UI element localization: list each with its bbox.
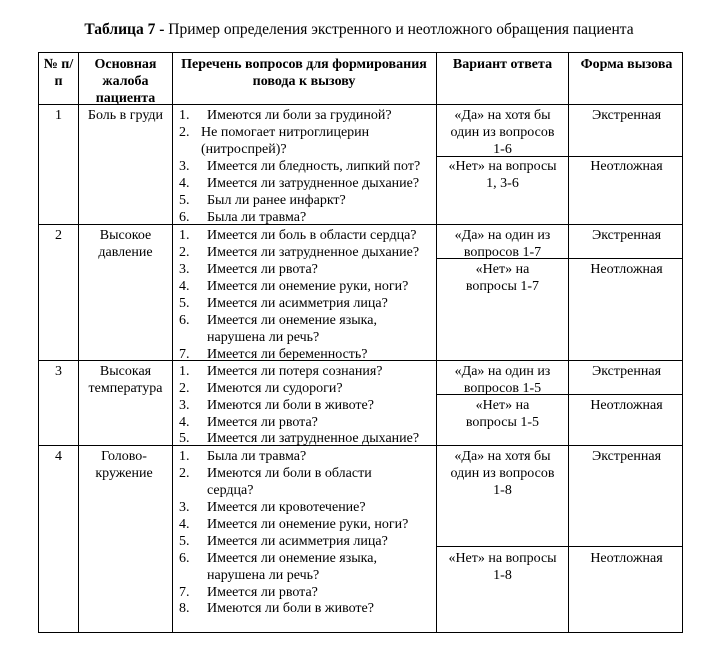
question-number: 2. bbox=[179, 245, 190, 260]
question-text: Имеется ли рвота? bbox=[207, 415, 318, 430]
question-text: Имеется ли онемение руки, ноги? bbox=[207, 279, 409, 294]
question-text: Имеется ли затрудненное дыхание? bbox=[207, 431, 420, 446]
question-number: 4. bbox=[179, 279, 190, 294]
question-number: 1. bbox=[179, 108, 190, 123]
form-emergency: Экстренная bbox=[591, 108, 662, 123]
form-urgent: Неотложная bbox=[590, 398, 663, 413]
caption-label: Таблица 7 - bbox=[84, 21, 165, 38]
question-number: 6. bbox=[179, 551, 190, 566]
row-complaint: Высокая температура bbox=[88, 364, 163, 396]
question-text: Имеется ли онемение руки, ноги? bbox=[207, 517, 409, 532]
row-complaint: Высокое давление bbox=[98, 228, 153, 260]
answer-divider bbox=[436, 546, 682, 547]
column-divider bbox=[78, 53, 79, 632]
question-text: Имеется ли бледность, липкий пот? bbox=[207, 159, 421, 174]
answer-no: «Нет» на вопросы 1-8 bbox=[448, 551, 557, 583]
question-text: Была ли травма? bbox=[207, 210, 307, 225]
form-urgent: Неотложная bbox=[590, 159, 663, 174]
question-text: (нитроспрей)? bbox=[201, 142, 287, 157]
table-caption bbox=[0, 20, 718, 40]
row-number: 2 bbox=[55, 228, 62, 243]
header-complaint: Основная жалоба пациента bbox=[94, 57, 157, 106]
header-form: Форма вызова bbox=[580, 57, 673, 72]
question-text: Имеется ли боль в области сердца? bbox=[207, 228, 417, 243]
question-text: Была ли травма? bbox=[207, 449, 307, 464]
answer-no: «Нет» на вопросы 1-7 bbox=[465, 262, 540, 294]
form-emergency: Экстренная bbox=[591, 228, 662, 243]
answer-yes: «Да» на хотя бы один из вопросов 1-6 bbox=[450, 108, 555, 157]
question-text: Имеется ли беременность? bbox=[207, 347, 368, 362]
form-emergency: Экстренная bbox=[591, 449, 662, 464]
form-emergency: Экстренная bbox=[591, 364, 662, 379]
question-text: Имеются ли судороги? bbox=[207, 381, 343, 396]
answer-yes: «Да» на хотя бы один из вопросов 1-8 bbox=[450, 449, 555, 498]
answer-yes: «Да» на один из вопросов 1-5 bbox=[454, 364, 551, 396]
question-text: Имеются ли боли за грудиной? bbox=[207, 108, 392, 123]
question-number: 2. bbox=[179, 125, 190, 140]
question-text: Имеется ли онемение языка, bbox=[207, 551, 377, 566]
question-text: Имеется ли затрудненное дыхание? bbox=[207, 245, 420, 260]
question-number: 7. bbox=[179, 347, 190, 362]
question-text: Имеется ли рвота? bbox=[207, 585, 318, 600]
column-divider bbox=[172, 53, 173, 632]
question-text: нарушена ли речь? bbox=[207, 330, 320, 345]
question-text: Имеются ли боли в животе? bbox=[207, 398, 374, 413]
question-text: Был ли ранее инфаркт? bbox=[207, 193, 346, 208]
row-number: 1 bbox=[55, 108, 62, 123]
question-text: Имеется ли потеря сознания? bbox=[207, 364, 383, 379]
question-number: 2. bbox=[179, 466, 190, 481]
header-num: № п/п bbox=[43, 57, 74, 89]
row-complaint: Боль в груди bbox=[87, 108, 164, 123]
form-urgent: Неотложная bbox=[590, 262, 663, 277]
row-divider bbox=[39, 224, 682, 225]
question-number: 7. bbox=[179, 585, 190, 600]
answer-no: «Нет» на вопросы 1, 3-6 bbox=[448, 159, 557, 191]
question-number: 5. bbox=[179, 296, 190, 311]
row-complaint: Голово-кружение bbox=[95, 449, 153, 481]
question-number: 2. bbox=[179, 381, 190, 396]
question-number: 5. bbox=[179, 431, 190, 446]
caption-text: Пример определения экстренного и неотложного обращения пациента bbox=[164, 21, 634, 38]
question-text: Имеется ли асимметрия лица? bbox=[207, 534, 388, 549]
question-number: 3. bbox=[179, 159, 190, 174]
question-number: 3. bbox=[179, 500, 190, 515]
form-urgent: Неотложная bbox=[590, 551, 663, 566]
question-text: Имеется ли онемение языка, bbox=[207, 313, 377, 328]
header-answer: Вариант ответа bbox=[452, 57, 553, 72]
question-number: 5. bbox=[179, 534, 190, 549]
question-text: нарушена ли речь? bbox=[207, 568, 320, 583]
header-questions: Перечень вопросов для формирования повода к вызову bbox=[181, 57, 427, 89]
question-text: Имеется ли затрудненное дыхание? bbox=[207, 176, 420, 191]
question-number: 1. bbox=[179, 364, 190, 379]
question-text: Имеются ли боли в животе? bbox=[207, 601, 374, 616]
question-text: Имеется ли асимметрия лица? bbox=[207, 296, 388, 311]
question-number: 6. bbox=[179, 210, 190, 225]
row-number: 4 bbox=[55, 449, 62, 464]
triage-table bbox=[38, 52, 683, 633]
question-number: 3. bbox=[179, 262, 190, 277]
question-number: 6. bbox=[179, 313, 190, 328]
question-number: 3. bbox=[179, 398, 190, 413]
row-number: 3 bbox=[55, 364, 62, 379]
question-number: 4. bbox=[179, 517, 190, 532]
question-text: Имеется ли кровотечение? bbox=[207, 500, 366, 515]
question-number: 1. bbox=[179, 228, 190, 243]
question-text: сердца? bbox=[207, 483, 254, 498]
question-number: 5. bbox=[179, 193, 190, 208]
question-number: 4. bbox=[179, 176, 190, 191]
question-text: Имеются ли боли в области bbox=[207, 466, 372, 481]
question-text: Не помогает нитроглицерин bbox=[201, 125, 370, 140]
question-number: 4. bbox=[179, 415, 190, 430]
answer-yes: «Да» на один из вопросов 1-7 bbox=[454, 228, 551, 260]
question-number: 1. bbox=[179, 449, 190, 464]
answer-no: «Нет» на вопросы 1-5 bbox=[465, 398, 540, 430]
question-text: Имеется ли рвота? bbox=[207, 262, 318, 277]
question-number: 8. bbox=[179, 601, 190, 616]
